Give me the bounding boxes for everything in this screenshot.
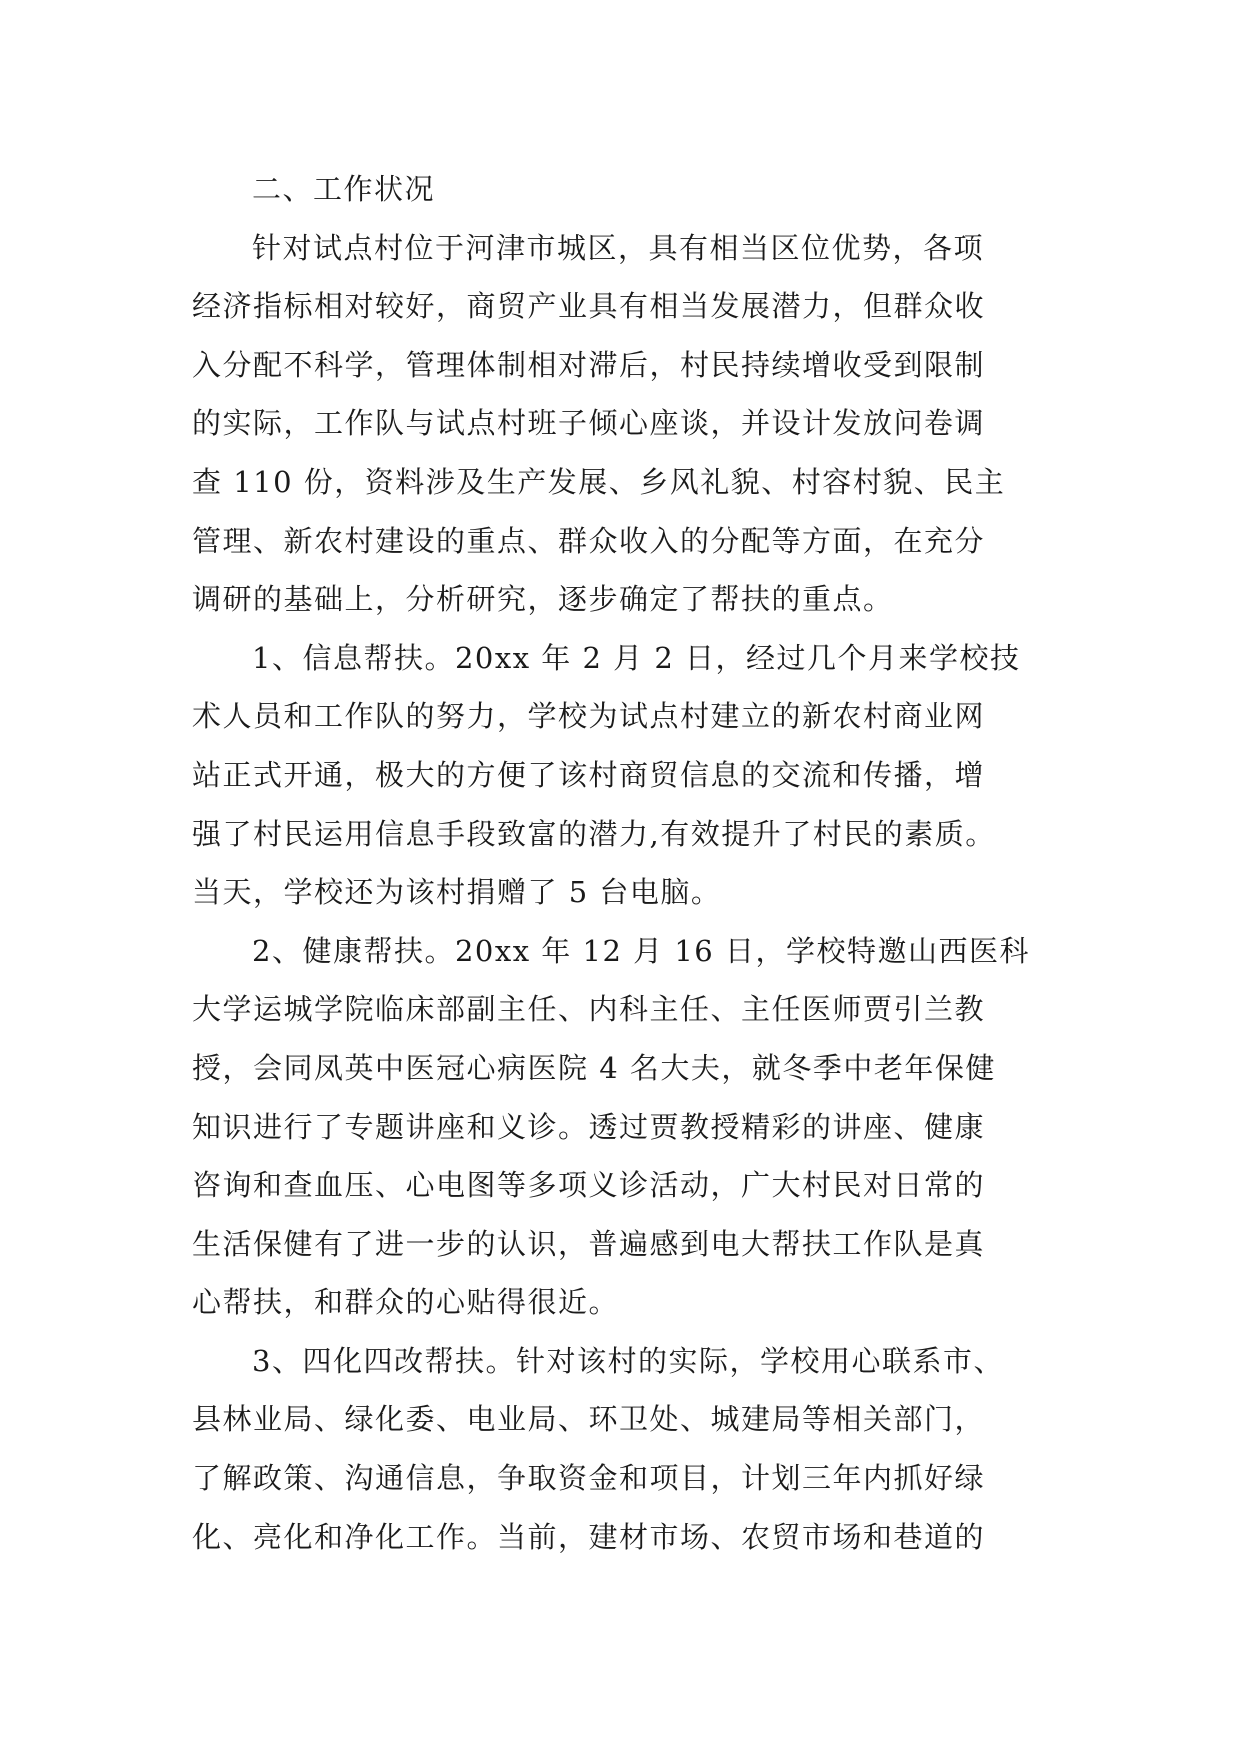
paragraph-line: 的实际，工作队与试点村班子倾心座谈，并设计发放问卷调 <box>192 406 986 441</box>
paragraph-line: 大学运城学院临床部副主任、内科主任、主任医师贾引兰教 <box>192 992 986 1027</box>
paragraph-line: 1、信息帮扶。20xx 年 2 月 2 日，经过几个月来学校技 <box>252 640 1021 675</box>
paragraph-line: 3、四化四改帮扶。针对该村的实际，学校用心联系市、 <box>252 1343 1004 1378</box>
paragraph-line: 2、健康帮扶。20xx 年 12 月 16 日，学校特邀山西医科 <box>252 933 1030 968</box>
paragraph-line: 经济指标相对较好，商贸产业具有相当发展潜力，但群众收 <box>192 289 986 324</box>
paragraph-line: 调研的基础上，分析研究，逐步确定了帮扶的重点。 <box>192 582 894 617</box>
paragraph-line: 心帮扶，和群众的心贴得很近。 <box>192 1285 620 1320</box>
paragraph-line: 查 110 份，资料涉及生产发展、乡风礼貌、村容村貌、民主 <box>192 464 1006 499</box>
paragraph-line: 当天，学校还为该村捐赠了 5 台电脑。 <box>192 875 722 910</box>
paragraph-line: 化、亮化和净化工作。当前，建材市场、农贸市场和巷道的 <box>192 1519 986 1554</box>
paragraph-line: 咨询和查血压、心电图等多项义诊活动，广大村民对日常的 <box>192 1168 986 1203</box>
paragraph-line: 强了村民运用信息手段致富的潜力,有效提升了村民的素质。 <box>192 816 996 851</box>
paragraph-line: 入分配不科学，管理体制相对滞后，村民持续增收受到限制 <box>192 347 986 382</box>
paragraph-line: 授，会同凤英中医冠心病医院 4 名大夫，就冬季中老年保健 <box>192 1050 996 1085</box>
document-body <box>192 160 1052 1566</box>
paragraph-line: 了解政策、沟通信息，争取资金和项目，计划三年内抓好绿 <box>192 1461 986 1496</box>
paragraph-line: 县林业局、绿化委、电业局、环卫处、城建局等相关部门， <box>192 1402 986 1437</box>
paragraph-line: 生活保健有了进一步的认识，普遍感到电大帮扶工作队是真 <box>192 1226 986 1261</box>
paragraph-line: 术人员和工作队的努力，学校为试点村建立的新农村商业网 <box>192 699 986 734</box>
paragraph-line: 站正式开通，极大的方便了该村商贸信息的交流和传播，增 <box>192 757 986 792</box>
paragraph-line: 针对试点村位于河津市城区，具有相当区位优势，各项 <box>252 230 985 265</box>
paragraph-line: 知识进行了专题讲座和义诊。透过贾教授精彩的讲座、健康 <box>192 1109 986 1144</box>
paragraph-line: 管理、新农村建设的重点、群众收入的分配等方面，在充分 <box>192 523 986 558</box>
section-heading: 二、工作状况 <box>252 172 436 206</box>
